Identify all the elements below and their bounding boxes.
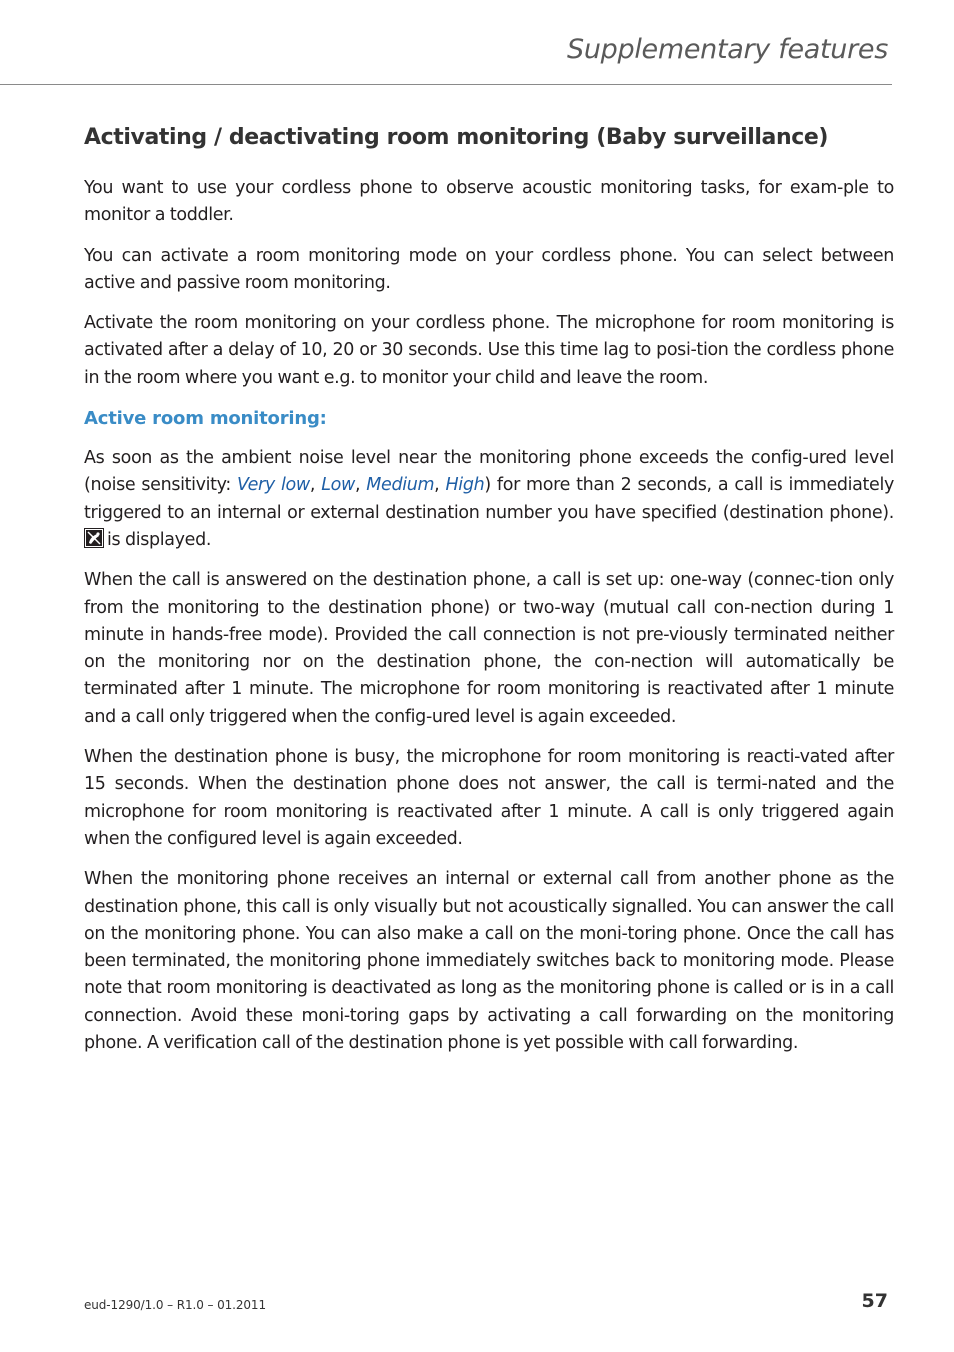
separator: , — [354, 475, 367, 496]
intro-paragraph-2: You can activate a room monitoring mode on your cordless phone. You can select between active and passive room monitoring. — [84, 245, 894, 293]
chapter-title: Supplementary features — [567, 34, 888, 65]
sensitivity-high: High — [445, 475, 485, 496]
separator: , — [309, 475, 322, 496]
section-heading: Activating / deactivating room monitoring (Baby surveillance) — [84, 125, 829, 150]
document-id: eud-1290/1.0 – R1.0 – 01.2011 — [84, 1298, 267, 1312]
active-monitoring-subheading: Active room monitoring: — [84, 408, 327, 430]
sensitivity-medium: Medium — [366, 475, 435, 496]
body-paragraph-1: When the call is answered on the destination phone, a call is set up: one-way (connec-tion only from the monitoring to the destination phone) or two-way (mutual call con-nection during 1 minute in hands-free mode). Provided the call connection is not pre-viously terminated neither on the monitoring nor on the destination phone, the con-nection will automatically be terminated after 1 minute. The microphone for room monitoring is reactivated after 1 minute and a call only triggered when the config-ured level is again exceeded. — [84, 570, 894, 727]
room-monitoring-icon — [84, 528, 104, 548]
page-number: 57 — [861, 1290, 888, 1312]
paragraph-text: ) for more than 2 seconds, a call is immediately triggered to an internal or external destination number you have specified (destination phone). — [84, 475, 894, 523]
paragraph-text: As soon as the ambient noise level near the monitoring phone exceeds the config-ured level (noise sensitivity: — [84, 448, 894, 496]
body-paragraph-3: When the monitoring phone receives an internal or external call from another phone as the destination phone, this call is only visually but not acoustically signalled. You can answer the call on the monitoring phone. You can also make a call on the moni-toring phone. Once the call has been terminated, the monitoring phone immediately switches back to monitoring mode. Please note that room monitoring is deactivated as long as the monitoring phone is called or is in a call connection. Avoid these moni-toring gaps by activating a call forwarding on the monitoring phone. A verification call of the destination phone is yet possible with call forwarding. — [84, 869, 894, 1054]
sensitivity-very-low: Very low — [237, 475, 310, 496]
intro-paragraph-1: You want to use your cordless phone to observe acoustic monitoring tasks, for exam-ple to monitor a toddler. — [84, 178, 894, 226]
body-paragraph-2: When the destination phone is busy, the microphone for room monitoring is reacti-vated after 15 seconds. When the destination phone does not answer, the call is termi-nated and the microphone for room monitoring is reactivated after 1 minute. A call is only triggered again when the configured level is again exceeded. — [84, 747, 894, 849]
page-header — [0, 0, 892, 85]
sensitivity-low: Low — [321, 475, 355, 496]
paragraph-text: is displayed. — [107, 529, 212, 550]
page-content — [84, 118, 894, 1070]
separator: , — [434, 475, 446, 496]
active-monitoring-paragraph — [84, 445, 894, 554]
intro-paragraph-3: Activate the room monitoring on your cordless phone. The microphone for room monitoring is activated after a delay of 10, 20 or 30 seconds. Use this time lag to posi-tion the cordless phone in the room where you want e.g. to monitor your child and leave the room. — [84, 313, 894, 388]
